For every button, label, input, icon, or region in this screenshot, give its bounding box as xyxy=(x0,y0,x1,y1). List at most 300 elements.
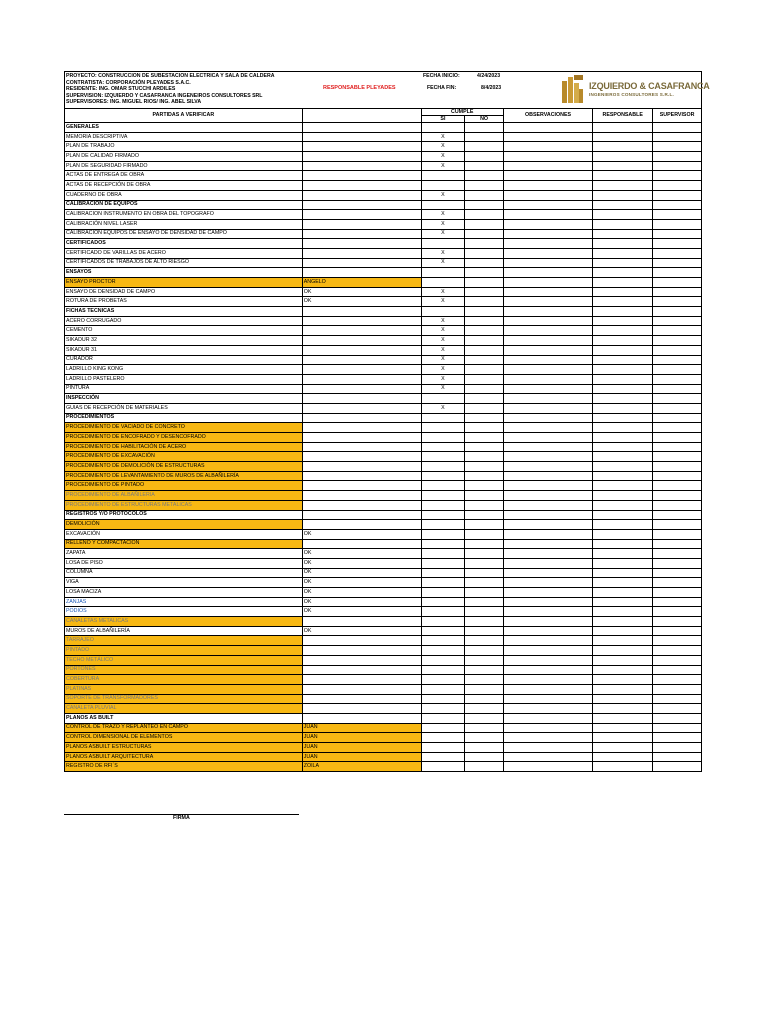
no-cell xyxy=(465,161,504,171)
no-cell xyxy=(465,287,504,297)
responsable-note-cell: OK xyxy=(302,529,421,539)
supervisor-cell xyxy=(653,684,702,694)
no-cell xyxy=(465,258,504,268)
responsable-note-cell xyxy=(302,433,421,443)
partida-cell: LOSA MACIZA xyxy=(65,588,303,598)
responsable-note-cell: OK xyxy=(302,607,421,617)
no-cell xyxy=(465,617,504,627)
no-cell xyxy=(465,684,504,694)
si-cell xyxy=(421,520,465,530)
col-si: SI xyxy=(421,116,465,123)
responsable-note-cell xyxy=(302,462,421,472)
supervisor-cell xyxy=(653,723,702,733)
table-row xyxy=(65,403,702,413)
table-row xyxy=(65,171,702,181)
si-cell xyxy=(421,752,465,762)
si-cell: X xyxy=(421,190,465,200)
partida-cell: ENSAYO PROCTOR xyxy=(65,278,303,288)
partida-cell: GUIAS DE RECEPCIÓN DE MATERIALES xyxy=(65,403,303,413)
observaciones-cell xyxy=(503,588,592,598)
observaciones-cell xyxy=(503,219,592,229)
observaciones-cell xyxy=(503,394,592,404)
supervisor-cell xyxy=(653,655,702,665)
si-cell: X xyxy=(421,132,465,142)
no-cell xyxy=(465,704,504,714)
supervisor-cell xyxy=(653,713,702,723)
observaciones-cell xyxy=(503,297,592,307)
observaciones-cell xyxy=(503,539,592,549)
responsable-cell xyxy=(593,239,653,249)
responsable-cell xyxy=(593,694,653,704)
responsable-note-cell xyxy=(302,161,421,171)
partida-cell: PROCEDIMIENTO DE ENCOFRADO Y DESENCOFRADO xyxy=(65,433,303,443)
header-block xyxy=(64,71,710,108)
responsable-cell xyxy=(593,297,653,307)
col-supervisor: SUPERVISOR xyxy=(653,109,702,123)
responsable-note-cell xyxy=(302,539,421,549)
partida-cell: PODIOS xyxy=(65,607,303,617)
si-cell xyxy=(421,743,465,753)
no-cell xyxy=(465,326,504,336)
table-row xyxy=(65,597,702,607)
si-cell: X xyxy=(421,229,465,239)
observaciones-cell xyxy=(503,316,592,326)
table-row xyxy=(65,694,702,704)
supervisor-cell xyxy=(653,123,702,133)
table-row xyxy=(65,636,702,646)
observaciones-cell xyxy=(503,326,592,336)
resident-line: RESIDENTE: ING. OMAR STUCCHI ARDILES xyxy=(66,86,176,92)
no-cell xyxy=(465,365,504,375)
supervisor-cell xyxy=(653,200,702,210)
observaciones-cell xyxy=(503,626,592,636)
supervisor-cell xyxy=(653,142,702,152)
si-cell xyxy=(421,413,465,423)
partida-cell: LOSA DE PISO xyxy=(65,558,303,568)
responsable-cell xyxy=(593,248,653,258)
no-cell xyxy=(465,297,504,307)
col-no: NO xyxy=(465,116,504,123)
observaciones-cell xyxy=(503,345,592,355)
supervisor-cell xyxy=(653,336,702,346)
supervisor-cell xyxy=(653,374,702,384)
observaciones-cell xyxy=(503,307,592,317)
responsable-note-cell xyxy=(302,200,421,210)
observaciones-cell xyxy=(503,471,592,481)
observaciones-cell xyxy=(503,132,592,142)
table-row xyxy=(65,374,702,384)
observaciones-cell xyxy=(503,597,592,607)
supervisor-cell xyxy=(653,452,702,462)
fecha-inicio-label: FECHA INICIO: xyxy=(423,73,460,79)
checklist-sheet xyxy=(64,71,710,772)
partida-cell: SIKADUR 32 xyxy=(65,336,303,346)
section-row xyxy=(65,268,702,278)
responsable-cell xyxy=(593,481,653,491)
partida-cell: ENSAYO DE DENSIDAD DE CAMPO xyxy=(65,287,303,297)
observaciones-cell xyxy=(503,704,592,714)
responsable-note-cell xyxy=(302,326,421,336)
responsable-cell xyxy=(593,123,653,133)
partida-cell: PLAN DE CALIDAD FIRMADO xyxy=(65,152,303,162)
partida-cell: COBERTURA xyxy=(65,675,303,685)
observaciones-cell xyxy=(503,268,592,278)
observaciones-cell xyxy=(503,655,592,665)
si-cell: X xyxy=(421,374,465,384)
observaciones-cell xyxy=(503,462,592,472)
partida-cell: PORTONES xyxy=(65,665,303,675)
no-cell xyxy=(465,578,504,588)
responsable-cell xyxy=(593,336,653,346)
observaciones-cell xyxy=(503,442,592,452)
responsable-note-cell: OK xyxy=(302,578,421,588)
responsable-note-cell xyxy=(302,646,421,656)
supervision-line: SUPERVISION: IZQUIERDO Y CASAFRANCA INGENEIROS CONSULTORES SRL xyxy=(66,92,263,99)
no-cell xyxy=(465,374,504,384)
supervisor-cell xyxy=(653,423,702,433)
responsable-cell xyxy=(593,433,653,443)
si-cell xyxy=(421,665,465,675)
si-cell xyxy=(421,471,465,481)
table-row xyxy=(65,423,702,433)
no-cell xyxy=(465,626,504,636)
responsable-cell xyxy=(593,549,653,559)
table-row xyxy=(65,558,702,568)
responsable-cell xyxy=(593,723,653,733)
no-cell xyxy=(465,123,504,133)
partida-cell: EXCAVACIÓN xyxy=(65,529,303,539)
si-cell xyxy=(421,626,465,636)
responsable-note-cell xyxy=(302,442,421,452)
observaciones-cell xyxy=(503,500,592,510)
si-cell: X xyxy=(421,152,465,162)
responsable-cell xyxy=(593,229,653,239)
no-cell xyxy=(465,762,504,772)
table-row xyxy=(65,190,702,200)
no-cell xyxy=(465,239,504,249)
si-cell xyxy=(421,588,465,598)
no-cell xyxy=(465,655,504,665)
partida-cell: ACERO CORRUGADO xyxy=(65,316,303,326)
responsable-cell xyxy=(593,529,653,539)
si-cell xyxy=(421,694,465,704)
section-row xyxy=(65,239,702,249)
no-cell xyxy=(465,462,504,472)
partida-cell: RELLENO Y COMPACTACION xyxy=(65,539,303,549)
si-cell xyxy=(421,636,465,646)
responsable-cell xyxy=(593,316,653,326)
observaciones-cell xyxy=(503,752,592,762)
supervisor-cell xyxy=(653,190,702,200)
partida-cell: CEMENTO xyxy=(65,326,303,336)
table-row xyxy=(65,326,702,336)
partida-cell: PROCEDIMIENTO DE VACIADO DE CONCRETO xyxy=(65,423,303,433)
responsable-cell xyxy=(593,588,653,598)
si-cell xyxy=(421,607,465,617)
responsable-note-cell xyxy=(302,307,421,317)
table-row xyxy=(65,345,702,355)
responsable-note-cell xyxy=(302,345,421,355)
supervisor-cell xyxy=(653,345,702,355)
responsable-note-cell: OK xyxy=(302,549,421,559)
partida-cell: PROCEDIMIENTO DE ALBAÑILERIA xyxy=(65,491,303,501)
no-cell xyxy=(465,558,504,568)
no-cell xyxy=(465,423,504,433)
no-cell xyxy=(465,181,504,191)
partida-cell: CALIBRACIÓN DE EQUIPOS xyxy=(65,200,303,210)
partida-cell: ZAPATA xyxy=(65,549,303,559)
supervisor-cell xyxy=(653,636,702,646)
responsable-note-cell xyxy=(302,210,421,220)
responsable-cell xyxy=(593,365,653,375)
observaciones-cell xyxy=(503,723,592,733)
responsable-note-cell xyxy=(302,394,421,404)
observaciones-cell xyxy=(503,355,592,365)
responsable-cell xyxy=(593,636,653,646)
partida-cell: PLAN DE SEGURIDAD FIRMADO xyxy=(65,161,303,171)
table-row xyxy=(65,646,702,656)
table-row xyxy=(65,743,702,753)
responsable-cell xyxy=(593,471,653,481)
no-cell xyxy=(465,529,504,539)
supervisor-cell xyxy=(653,132,702,142)
si-cell xyxy=(421,539,465,549)
table-row xyxy=(65,520,702,530)
supervisor-cell xyxy=(653,297,702,307)
responsable-cell xyxy=(593,655,653,665)
no-cell xyxy=(465,403,504,413)
responsable-note-cell xyxy=(302,268,421,278)
supervisor-cell xyxy=(653,442,702,452)
table-row xyxy=(65,665,702,675)
responsable-cell xyxy=(593,704,653,714)
company-logo xyxy=(562,73,710,107)
partida-cell: TARRAJEO xyxy=(65,636,303,646)
section-row xyxy=(65,713,702,723)
partida-cell: CUADERNO DE OBRA xyxy=(65,190,303,200)
responsable-cell xyxy=(593,161,653,171)
col-cumple: CUMPLE xyxy=(421,109,503,116)
supervisor-cell xyxy=(653,248,702,258)
section-row xyxy=(65,200,702,210)
si-cell xyxy=(421,646,465,656)
responsable-cell xyxy=(593,539,653,549)
responsable-note-cell xyxy=(302,636,421,646)
si-cell xyxy=(421,762,465,772)
no-cell xyxy=(465,588,504,598)
responsable-cell xyxy=(593,442,653,452)
responsable-cell xyxy=(593,665,653,675)
partida-cell: PLATINAS xyxy=(65,684,303,694)
no-cell xyxy=(465,171,504,181)
col-blank xyxy=(302,109,421,123)
table-row xyxy=(65,704,702,714)
responsable-note-cell xyxy=(302,684,421,694)
responsable-note-cell xyxy=(302,655,421,665)
table-row xyxy=(65,278,702,288)
observaciones-cell xyxy=(503,617,592,627)
responsable-note-cell xyxy=(302,152,421,162)
table-row xyxy=(65,442,702,452)
si-cell: X xyxy=(421,297,465,307)
no-cell xyxy=(465,190,504,200)
responsable-cell xyxy=(593,326,653,336)
no-cell xyxy=(465,229,504,239)
partida-cell: INSPECCIÓN xyxy=(65,394,303,404)
si-cell xyxy=(421,423,465,433)
table-row xyxy=(65,142,702,152)
supervisor-cell xyxy=(653,675,702,685)
responsable-note-cell xyxy=(302,229,421,239)
table-row xyxy=(65,181,702,191)
table-row xyxy=(65,365,702,375)
responsable-cell xyxy=(593,258,653,268)
responsable-cell xyxy=(593,646,653,656)
partida-cell: MEMORIA DESCRIPTIVA xyxy=(65,132,303,142)
supervisor-cell xyxy=(653,752,702,762)
responsable-note-cell: OK xyxy=(302,297,421,307)
partida-cell: CONTROL DE TRAZO Y REPLANTEO EN CAMPO xyxy=(65,723,303,733)
partida-cell: GENERALES xyxy=(65,123,303,133)
responsable-note-cell xyxy=(302,675,421,685)
partida-cell: CALIBRACIÓN EQUIPOS DE ENSAYO DE DENSIDAD DE CAMPO xyxy=(65,229,303,239)
table-row xyxy=(65,588,702,598)
supervisor-cell xyxy=(653,433,702,443)
partida-cell: VIGA xyxy=(65,578,303,588)
supervisor-cell xyxy=(653,258,702,268)
observaciones-cell xyxy=(503,665,592,675)
supervisor-cell xyxy=(653,626,702,636)
observaciones-cell xyxy=(503,200,592,210)
responsable-cell xyxy=(593,462,653,472)
responsable-note-cell xyxy=(302,510,421,520)
table-row xyxy=(65,355,702,365)
responsable-cell xyxy=(593,675,653,685)
responsable-cell xyxy=(593,345,653,355)
partida-cell: LADRILLO KING KONG xyxy=(65,365,303,375)
supervisor-cell xyxy=(653,597,702,607)
section-row xyxy=(65,394,702,404)
responsable-note-cell xyxy=(302,665,421,675)
no-cell xyxy=(465,132,504,142)
responsable-cell xyxy=(593,578,653,588)
partida-cell: PINTADO xyxy=(65,646,303,656)
partida-cell: SIKADUR 31 xyxy=(65,345,303,355)
no-cell xyxy=(465,142,504,152)
responsable-cell xyxy=(593,384,653,394)
responsable-note-cell xyxy=(302,491,421,501)
responsable-cell xyxy=(593,268,653,278)
responsable-note-cell xyxy=(302,481,421,491)
responsable-cell xyxy=(593,287,653,297)
si-cell xyxy=(421,442,465,452)
partida-cell: TECHO METÁLICO xyxy=(65,655,303,665)
supervisor-cell xyxy=(653,462,702,472)
observaciones-cell xyxy=(503,413,592,423)
table-row xyxy=(65,297,702,307)
logo-mark-icon xyxy=(562,75,584,105)
table-row xyxy=(65,733,702,743)
partida-cell: SOPORTE DE TRANSFORMADORES xyxy=(65,694,303,704)
responsable-note-cell: JUAN xyxy=(302,752,421,762)
partida-cell: COLUMNA xyxy=(65,568,303,578)
responsable-note-cell: OK xyxy=(302,558,421,568)
si-cell xyxy=(421,268,465,278)
table-row xyxy=(65,471,702,481)
responsable-note-cell xyxy=(302,374,421,384)
observaciones-cell xyxy=(503,558,592,568)
table-row xyxy=(65,219,702,229)
logo-subtitle: INGENIEROS CONSULTORES S.R.L. xyxy=(589,92,675,97)
no-cell xyxy=(465,471,504,481)
section-row xyxy=(65,307,702,317)
responsable-note-cell xyxy=(302,520,421,530)
col-partidas: PARTIDAS A VERIFICAR xyxy=(65,109,303,123)
partida-cell: CANALETA PLUVIAL xyxy=(65,704,303,714)
responsable-cell xyxy=(593,132,653,142)
logo-brand: IZQUIERDO & CASAFRANCA xyxy=(589,81,710,91)
table-header-row xyxy=(65,109,702,116)
observaciones-cell xyxy=(503,568,592,578)
responsable-cell xyxy=(593,752,653,762)
si-cell xyxy=(421,500,465,510)
no-cell xyxy=(465,452,504,462)
observaciones-cell xyxy=(503,287,592,297)
no-cell xyxy=(465,316,504,326)
si-cell xyxy=(421,394,465,404)
responsable-note-cell xyxy=(302,239,421,249)
si-cell xyxy=(421,723,465,733)
table-row xyxy=(65,491,702,501)
observaciones-cell xyxy=(503,161,592,171)
si-cell xyxy=(421,597,465,607)
partida-cell: CALIBRACION INSTRUMENTO EN OBRA DEL TOPOGRAFO xyxy=(65,210,303,220)
observaciones-cell xyxy=(503,491,592,501)
observaciones-cell xyxy=(503,423,592,433)
responsable-note-cell xyxy=(302,219,421,229)
no-cell xyxy=(465,549,504,559)
fecha-fin-label: FECHA FIN: xyxy=(427,85,457,91)
no-cell xyxy=(465,733,504,743)
no-cell xyxy=(465,597,504,607)
observaciones-cell xyxy=(503,675,592,685)
responsable-cell xyxy=(593,743,653,753)
si-cell xyxy=(421,684,465,694)
responsable-cell xyxy=(593,142,653,152)
supervisor-cell xyxy=(653,520,702,530)
responsable-cell xyxy=(593,617,653,627)
si-cell xyxy=(421,200,465,210)
responsable-cell xyxy=(593,307,653,317)
partida-cell: PROCEDIMIENTO DE HABILITACIÓN DE ACERO xyxy=(65,442,303,452)
table-row xyxy=(65,617,702,627)
observaciones-cell xyxy=(503,607,592,617)
supervisor-cell xyxy=(653,491,702,501)
responsable-cell xyxy=(593,568,653,578)
supervisor-cell xyxy=(653,355,702,365)
si-cell xyxy=(421,181,465,191)
responsable-note-cell xyxy=(302,423,421,433)
no-cell xyxy=(465,268,504,278)
supervisor-cell xyxy=(653,239,702,249)
supervisor-cell xyxy=(653,278,702,288)
si-cell: X xyxy=(421,384,465,394)
si-cell xyxy=(421,491,465,501)
no-cell xyxy=(465,539,504,549)
no-cell xyxy=(465,278,504,288)
si-cell: X xyxy=(421,248,465,258)
supervisor-cell xyxy=(653,384,702,394)
